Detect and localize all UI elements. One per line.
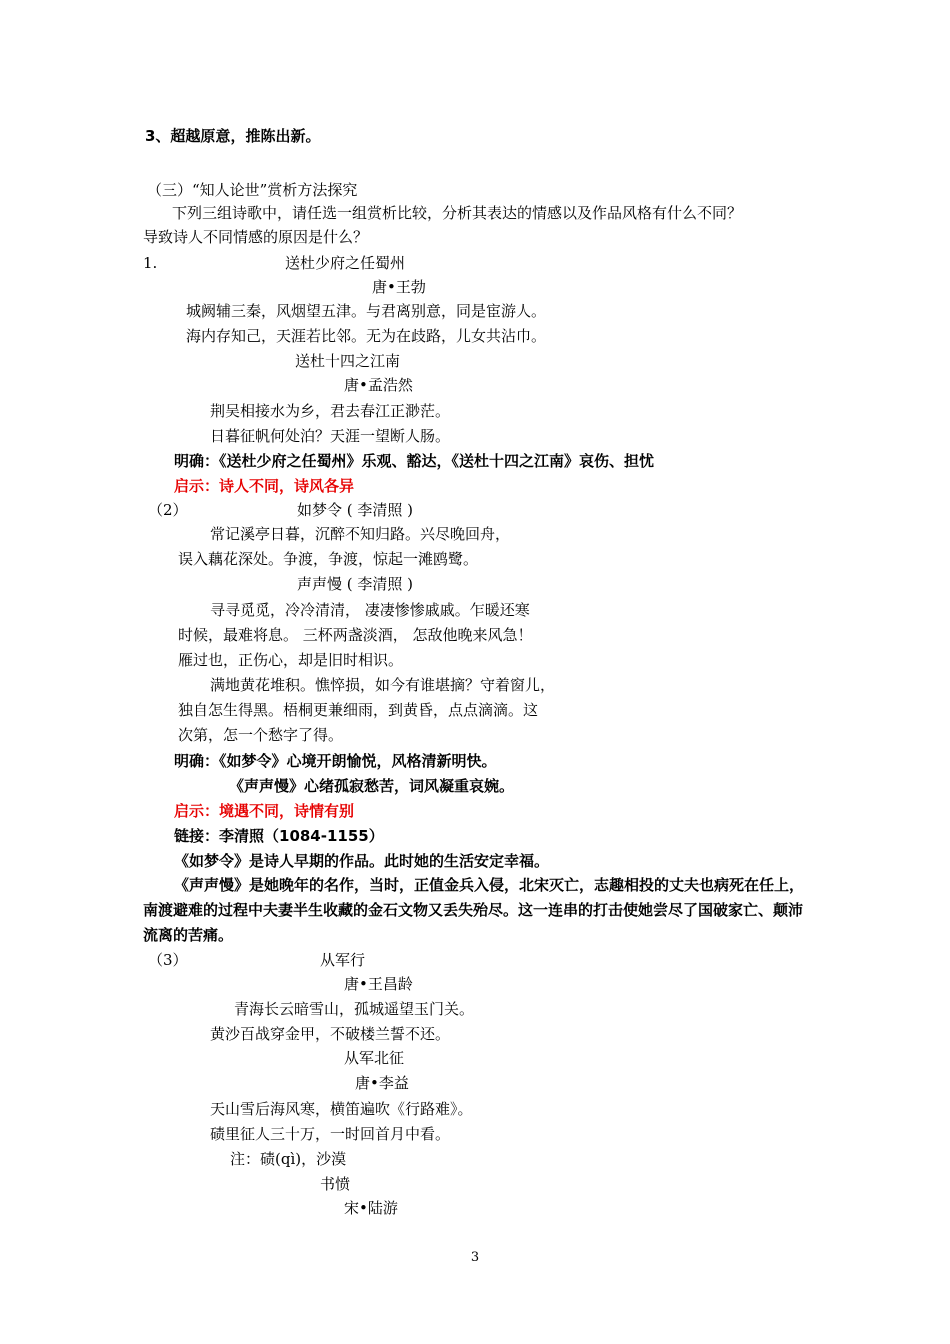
poem-line: 次第，怎一个愁字了得。 bbox=[178, 726, 344, 744]
poem-title: 从军行 bbox=[320, 951, 366, 969]
group-1-number: 1. bbox=[143, 254, 158, 272]
section-heading: （三）“知人论世”赏析方法探究 bbox=[147, 181, 358, 199]
poem-author: 唐•孟浩然 bbox=[344, 376, 413, 394]
poem-line: 青海长云暗雪山，孤城遥望玉门关。 bbox=[234, 1000, 475, 1018]
poem-line: 独自怎生得黑。梧桐更兼细雨，到黄昏，点点滴滴。这 bbox=[178, 701, 539, 719]
poem-note: 注：碛(qì)，沙漠 bbox=[230, 1150, 347, 1168]
poem-title: 书愤 bbox=[320, 1175, 351, 1193]
group-2-number: （2） bbox=[148, 501, 188, 519]
poem-title: 如梦令 ( 李清照 ) bbox=[297, 501, 414, 519]
hint-text: 启示：诗人不同，诗风各异 bbox=[174, 477, 355, 495]
poem-line: 碛里征人三十万，一时回首月中看。 bbox=[210, 1125, 451, 1143]
poem-line: 海内存知己，天涯若比邻。无为在歧路，儿女共沾巾。 bbox=[186, 327, 547, 345]
page-number: 3 bbox=[470, 1250, 480, 1265]
intro-line-1: 下列三组诗歌中，请任选一组赏析比较，分析其表达的情感以及作品风格有什么不同？ bbox=[172, 204, 743, 222]
poem-title: 声声慢 ( 李清照 ) bbox=[297, 575, 414, 593]
poem-author: 唐•王昌龄 bbox=[344, 975, 413, 993]
poem-title: 送杜十四之江南 bbox=[295, 352, 401, 370]
poem-line: 时候，最难将息。 三杯两盏淡酒， 怎敌他晚来风急！ bbox=[178, 626, 533, 644]
poem-line: 寻寻觅觅，冷冷清清， 凄凄惨惨戚戚。乍暖还寒 bbox=[210, 601, 530, 619]
poem-line: 满地黄花堆积。憔悴损，如今有谁堪摘？守着窗儿， bbox=[210, 676, 556, 694]
poem-line: 城阙辅三秦，风烟望五津。与君离别意，同是宦游人。 bbox=[186, 302, 547, 320]
answer-text: 《声声慢》心绪孤寂愁苦，词风凝重哀婉。 bbox=[229, 777, 515, 795]
poem-line: 误入藕花深处。争渡，争渡，惊起一滩鸥鹭。 bbox=[178, 550, 479, 568]
poem-title: 从军北征 bbox=[344, 1049, 405, 1067]
poem-author: 宋•陆游 bbox=[344, 1199, 398, 1217]
bio-paragraph: 《声声慢》是她晚年的名作，当时，正值金兵入侵，北宋灭亡，志趣相投的丈夫也病死在任上，南渡避难的过程中夫妻半生收藏的金石文物又丢失殆尽。这一连串的打击使她尝尽了国破家亡、颠沛流离的苦痛。 bbox=[143, 876, 805, 944]
poem-author: 唐•李益 bbox=[355, 1074, 409, 1092]
hint-text: 启示：境遇不同，诗情有别 bbox=[174, 802, 355, 820]
poem-line: 黄沙百战穿金甲，不破楼兰誓不还。 bbox=[210, 1025, 451, 1043]
answer-text: 明确：《送杜少府之任蜀州》乐观、豁达，《送杜十四之江南》哀伤、担忧 bbox=[174, 452, 655, 470]
poem-line: 天山雪后海风寒，横笛遍吹《行路难》。 bbox=[210, 1100, 473, 1118]
poem-line: 日暮征帆何处泊？天涯一望断人肠。 bbox=[210, 427, 451, 445]
answer-text: 明确：《如梦令》心境开朗愉悦，风格清新明快。 bbox=[174, 752, 497, 770]
intro-line-2: 导致诗人不同情感的原因是什么？ bbox=[143, 228, 369, 246]
poem-line: 雁过也，正伤心，却是旧时相识。 bbox=[178, 651, 404, 669]
link-text: 链接：李清照（1084-1155） bbox=[174, 827, 384, 845]
group-3-number: （3） bbox=[148, 951, 188, 969]
heading-3: 3、超越原意，推陈出新。 bbox=[145, 127, 321, 145]
poem-line: 荆吴相接水为乡，君去春江正渺茫。 bbox=[210, 402, 451, 420]
poem-author: 唐•王勃 bbox=[372, 278, 426, 296]
poem-line: 常记溪亭日暮，沉醉不知归路。兴尽晚回舟， bbox=[210, 525, 511, 543]
poem-title: 送杜少府之任蜀州 bbox=[285, 254, 406, 272]
bio-text: 《如梦令》是诗人早期的作品。此时她的生活安定幸福。 bbox=[174, 852, 550, 870]
